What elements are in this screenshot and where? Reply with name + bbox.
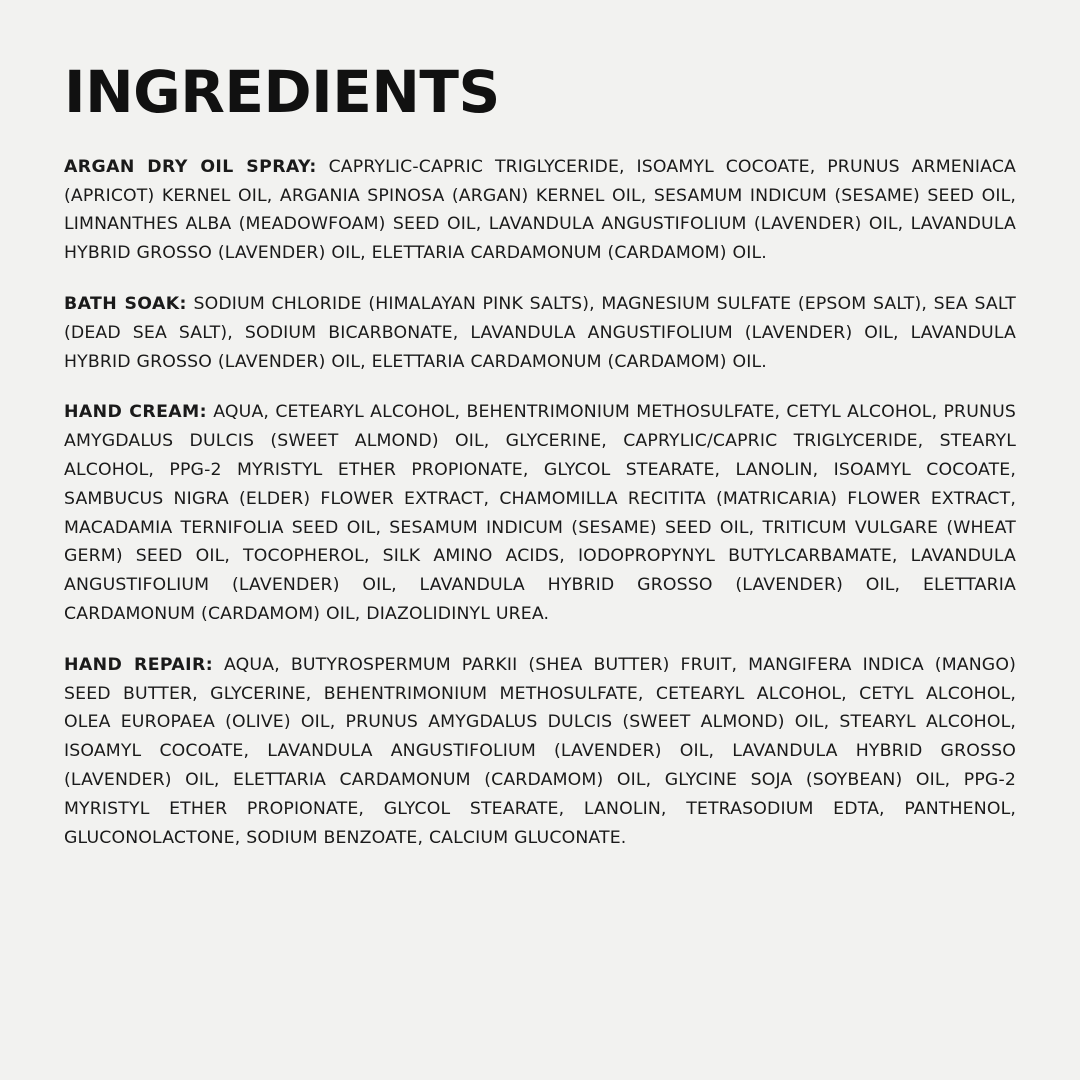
ingredient-paragraph xyxy=(64,651,1016,853)
ingredient-section-text: CAPRYLIC-CAPRIC TRIGLYCERIDE, ISOAMYL COCOATE, PRUNUS ARMENIACA (APRICOT) KERNEL OIL, ARGANIA SPINOSA (ARGAN) KERNEL OIL, SESAMUM INDICUM (SESAME) SEED OIL, LIMNANTHES ALBA (MEADOWFOAM) SEED OIL, LAVANDULA ANGUSTIFOLIUM (LAVENDER) OIL, LAVANDULA HYBRID GROSSO (LAVENDER) OIL, ELETTARIA CARDAMONUM (CARDAMOM) OIL. xyxy=(64,156,1017,264)
ingredient-paragraph xyxy=(64,398,1016,628)
ingredient-section-hand-cream xyxy=(64,398,1016,628)
ingredient-section-hand-repair xyxy=(64,651,1016,853)
ingredient-section-label: BATH SOAK: xyxy=(64,294,187,315)
ingredient-section-label: ARGAN DRY OIL SPRAY: xyxy=(64,156,317,177)
ingredient-section-text: AQUA, BUTYROSPERMUM PARKII (SHEA BUTTER) FRUIT, MANGIFERA INDICA (MANGO) SEED BUTTER, GLYCERINE, BEHENTRIMONIUM METHOSULFATE, CETEARYL ALCOHOL, CETYL ALCOHOL, OLEA EUROPAEA (OLIVE) OIL, PRUNUS AMYGDALUS DULCIS (SWEET ALMOND) OIL, STEARYL ALCOHOL, ISOAMYL COCOATE, LAVANDULA ANGUSTIFOLIUM (LAVENDER) OIL, LAVANDULA HYBRID GROSSO (LAVENDER) OIL, ELETTARIA CARDAMONUM (CARDAMOM) OIL, GLYCINE SOJA (SOYBEAN) OIL, PPG-2 MYRISTYL ETHER PROPIONATE, GLYCOL STEARATE, LANOLIN, TETRASODIUM EDTA, PANTHENOL, GLUCONOLACTONE, SODIUM BENZOATE, CALCIUM GLUCONATE. xyxy=(64,654,1016,848)
ingredient-section-text: AQUA, CETEARYL ALCOHOL, BEHENTRIMONIUM METHOSULFATE, CETYL ALCOHOL, PRUNUS AMYGDALUS DULCIS (SWEET ALMOND) OIL, GLYCERINE, CAPRYLIC/CAPRIC TRIGLYCERIDE, STEARYL ALCOHOL, PPG-2 MYRISTYL ETHER PROPIONATE, GLYCOL STEARATE, LANOLIN, ISOAMYL COCOATE, SAMBUCUS NIGRA (ELDER) FLOWER EXTRACT, CHAMOMILLA RECITITA (MATRICARIA) FLOWER EXTRACT, MACADAMIA TERNIFOLIA SEED OIL, SESAMUM INDICUM (SESAME) SEED OIL, TRITICUM VULGARE (WHEAT GERM) SEED OIL, TOCOPHEROL, SILK AMINO ACIDS, IODOPROPYNYL BUTYLCARBAMATE, LAVANDULA ANGUSTIFOLIUM (LAVENDER) OIL, LAVANDULA HYBRID GROSSO (LAVENDER) OIL, ELETTARIA CARDAMONUM (CARDAMOM) OIL, DIAZOLIDINYL UREA. xyxy=(64,402,1016,625)
ingredient-paragraph xyxy=(64,290,1016,376)
ingredient-paragraph xyxy=(64,153,1016,268)
ingredient-section-label: HAND CREAM: xyxy=(64,402,207,423)
ingredient-section-text: SODIUM CHLORIDE (HIMALAYAN PINK SALTS), MAGNESIUM SULFATE (EPSOM SALT), SEA SALT (DEAD SEA SALT), SODIUM BICARBONATE, LAVANDULA ANGUSTIFOLIUM (LAVENDER) OIL, LAVANDULA HYBRID GROSSO (LAVENDER) OIL, ELETTARIA CARDAMONUM (CARDAMOM) OIL. xyxy=(64,294,1016,372)
ingredient-section-label: HAND REPAIR: xyxy=(64,654,214,675)
ingredient-section-argan-dry-oil-spray xyxy=(64,153,1016,268)
page-title: INGREDIENTS xyxy=(64,58,500,126)
ingredient-section-bath-soak xyxy=(64,290,1016,376)
